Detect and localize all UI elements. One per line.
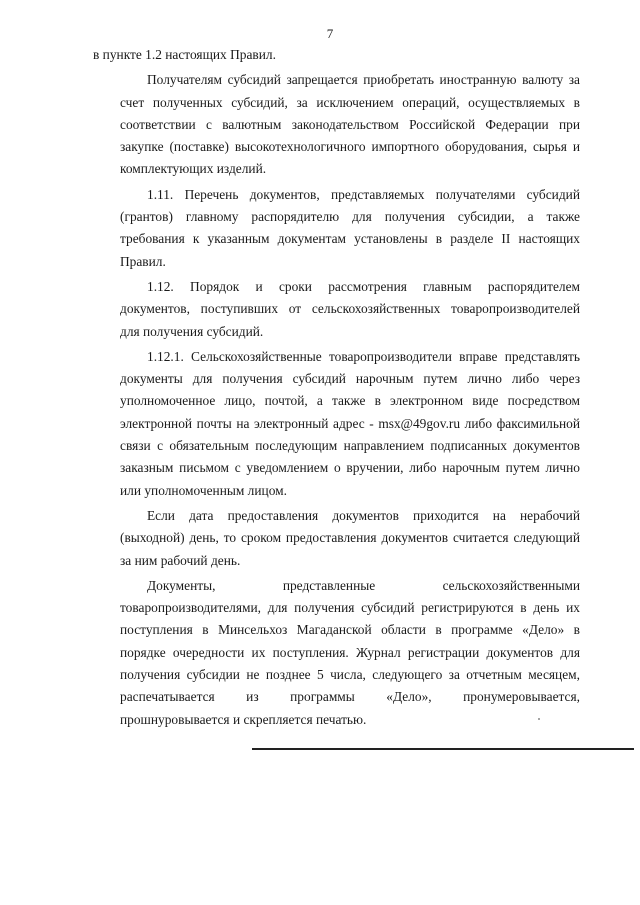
paragraph-1-12 <box>93 276 580 343</box>
paragraph-continuation <box>93 44 580 66</box>
text-line: Документы, представленные сельскохозяйственными <box>147 577 580 593</box>
text-line: для получения субсидий. <box>120 323 264 339</box>
paragraph-registration <box>93 575 580 731</box>
text-line: поступления в Минсельхоз Магаданской области в программе «Дело» в <box>120 622 580 638</box>
text-line: за ним рабочий день. <box>120 552 241 568</box>
text-line: документы для получения субсидий нарочным путем лично либо через <box>120 371 580 387</box>
document-body <box>93 44 580 734</box>
paragraph-1-11 <box>93 184 580 273</box>
text-line: требования к указанным документам установлены в разделе II настоящих <box>120 231 580 247</box>
paragraph-1-12-1 <box>93 346 580 502</box>
text-line: получения субсидии не позднее 5 числа, следующего за отчетным месяцем, <box>120 667 580 683</box>
scan-speck <box>538 718 540 720</box>
text-line: соответствии с валютным законодательством Российской Федерации при <box>120 116 580 132</box>
page-number: 7 <box>326 26 334 41</box>
paragraph-currency-restriction <box>93 69 580 180</box>
text-line: порядке очередности их поступления. Журнал регистрации документов для <box>120 644 580 660</box>
text-line: заказным письмом с уведомлением о вручении, либо нарочным путем лично <box>120 460 580 476</box>
text-line: 1.12. Порядок и сроки рассмотрения главным распорядителем <box>147 278 580 294</box>
text-line: в пункте 1.2 настоящих Правил. <box>93 47 276 62</box>
text-line: связи с обязательным последующим направлением подписанных документов <box>120 438 580 454</box>
text-line: документов, поступивших от сельскохозяйственных товаропроизводителей <box>120 301 580 317</box>
text-line: Правил. <box>120 253 166 269</box>
text-line: электронной почты на электронный адрес - msx@49gov.ru либо факсимильной <box>120 415 580 431</box>
text-line: прошнуровывается и скрепляется печатью. <box>120 711 367 727</box>
text-line: уполномоченное лицо, почтой, а также в электронном виде посредством <box>120 393 580 409</box>
text-line: закупке (поставке) высокотехнологичного импортного оборудования, сырья и <box>120 139 580 155</box>
text-line: (грантов) главному распорядителю для получения субсидии, а также <box>120 209 580 225</box>
text-line: комплектующих изделий. <box>120 161 267 177</box>
text-line: распечатывается из программы «Дело», пронумеровывается, <box>120 689 580 705</box>
horizontal-rule <box>252 748 634 750</box>
paragraph-weekend-rule <box>93 505 580 572</box>
text-line: 1.12.1. Сельскохозяйственные товаропроизводители вправе представлять <box>147 348 580 364</box>
text-line: Получателям субсидий запрещается приобретать иностранную валюту за <box>147 72 580 88</box>
text-line: Если дата предоставления документов приходится на нерабочий <box>147 507 580 523</box>
text-line: (выходной) день, то сроком предоставления документов считается следующий <box>120 530 580 546</box>
text-line: или уполномоченным лицом. <box>120 482 287 498</box>
text-line: 1.11. Перечень документов, представляемых получателями субсидий <box>147 186 580 202</box>
text-line: счет полученных субсидий, за исключением операций, осуществляемых в <box>120 94 580 110</box>
text-line: товаропроизводителями, для получения субсидий регистрируются в день их <box>120 600 580 616</box>
